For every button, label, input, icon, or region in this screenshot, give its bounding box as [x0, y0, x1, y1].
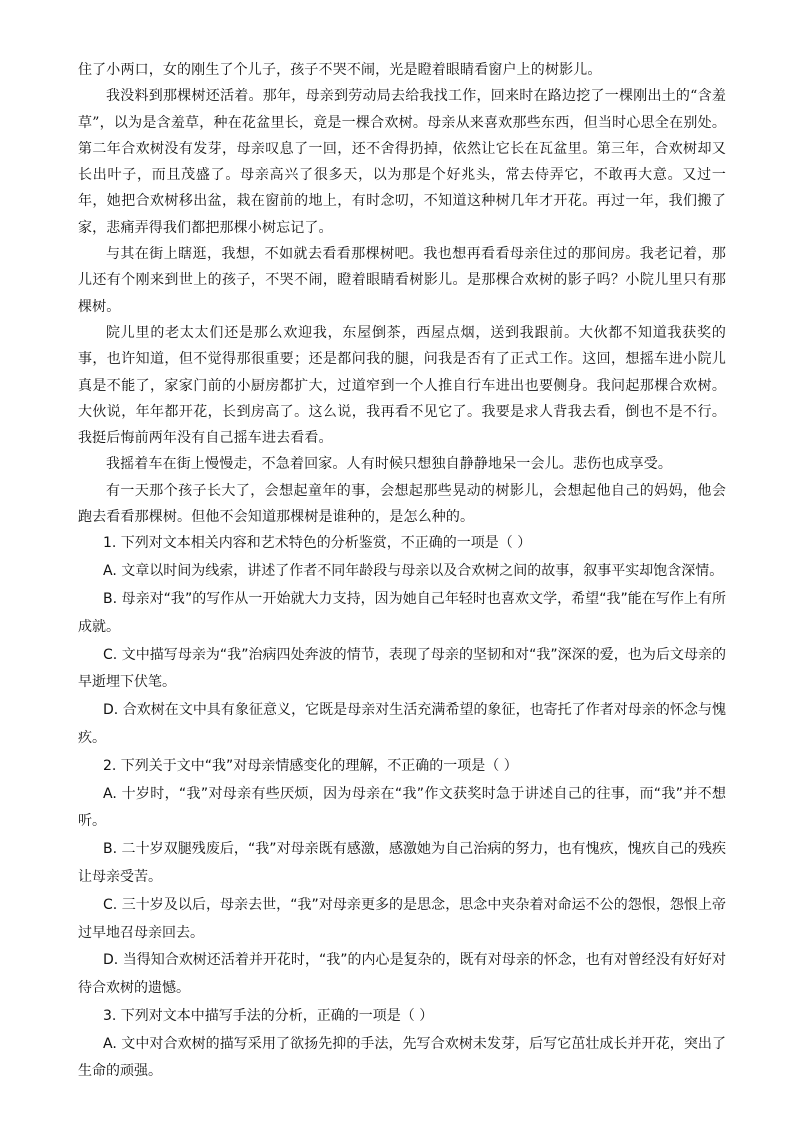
passage-paragraph: 住了小两口，女的刚生了个儿子，孩子不哭不闹，光是瞪着眼睛看窗户上的树影儿。 [78, 62, 602, 78]
document-page [78, 57, 726, 1086]
answer-option: C. 文中描写母亲为“我”治病四处奔波的情节，表现了母亲的坚韧和对“我”深深的爱，也为后文母亲的早逝埋下伏笔。 [78, 646, 726, 691]
answer-option: A. 十岁时，“我”对母亲有些厌烦，因为母亲在“我”作文获奖时急于讲述自己的往事，而“我”并不想听。 [78, 785, 726, 830]
question-section [78, 530, 726, 1086]
passage-paragraph: 我摇着车在街上慢慢走，不急着回家。人有时候只想独自静静地呆一会儿。悲伤也成享受。 [106, 456, 672, 473]
passage-paragraph: 我没料到那棵树还活着。那年，母亲到劳动局去给我找工作，回来时在路边挖了一棵刚出土的“含羞草”，以为是含羞草，种在花盆里长，竟是一棵合欢树。母亲从来喜欢那些东西，但当时心思全在别处。第二年合欢树没有发芽，母亲叹息了一回，还不舍得扔掉，依然让它长在瓦盆里。第三年，合欢树却又长出叶子，而且茂盛了。母亲高兴了很多天，以为那是个好兆头，常去侍弄它，不敢再大意。又过一年，她把合欢树移出盆，栽在窗前的地上，有时念叨，不知道这种树几年才开花。再过一年，我们搬了家，悲痛弄得我们都把那棵小树忘记了。 [78, 88, 726, 236]
question-stem: 1. 下列对文本相关内容和艺术特色的分析鉴赏，不正确的一项是（ ） [103, 535, 532, 552]
answer-option: A. 文中对合欢树的描写采用了欲扬先抑的手法，先写合欢树未发芽，后写它茁壮成长并开花，突出了生命的顽强。 [78, 1035, 726, 1080]
passage-paragraph: 院儿里的老太太们还是那么欢迎我，东屋倒茶，西屋点烟，送到我跟前。大伙都不知道我获奖的事，也许知道，但不觉得那很重要；还是都问我的腿，问我是否有了正式工作。这回，想摇车进小院儿真是不能了，家家门前的小厨房都扩大，过道窄到一个人推自行车进出也要侧身。我问起那棵合欢树。大伙说，年年都开花，长到房高了。这么说，我再看不见它了。我要是求人背我去看，倒也不是不行。我挺后悔前两年没有自己摇车进去看看。 [78, 324, 726, 447]
answer-option: C. 三十岁及以后，母亲去世，“我”对母亲更多的是思念，思念中夹杂着对命运不公的怨恨，怨恨上帝过早地召母亲回去。 [78, 896, 726, 941]
answer-option: D. 当得知合欢树还活着并开花时，“我”的内心是复杂的，既有对母亲的怀念，也有对曾经没有好好对待合欢树的遗憾。 [78, 952, 726, 997]
answer-option: A. 文章以时间为线索，讲述了作者不同年龄段与母亲以及合欢树之间的故事，叙事平实却饱含深情。 [103, 563, 724, 580]
question-stem: 3. 下列对文本中描写手法的分析，正确的一项是（ ） [103, 1007, 434, 1024]
answer-option: D. 合欢树在文中具有象征意义，它既是母亲对生活充满希望的象征，也寄托了作者对母亲的怀念与愧疚。 [78, 702, 726, 746]
answer-option: B. 二十岁双腿残废后，“我”对母亲既有感激，感激她为自己治病的努力，也有愧疚，愧疚自己的残疾让母亲受苦。 [78, 841, 726, 885]
reading-passage [78, 57, 726, 530]
passage-paragraph: 有一天那个孩子长大了，会想起童年的事，会想起那些晃动的树影儿，会想起他自己的妈妈，他会跑去看看那棵树。但他不会知道那棵树是谁种的，是怎么种的。 [78, 482, 726, 526]
passage-paragraph: 与其在街上瞎逛，我想，不如就去看看那棵树吧。我也想再看看母亲住过的那间房。我老记着，那儿还有个刚来到世上的孩子，不哭不闹，瞪着眼睛看树影儿。是那棵合欢树的影子吗？小院儿里只有那棵树。 [78, 246, 726, 315]
answer-option: B. 母亲对“我”的写作从一开始就大力支持，因为她自己年轻时也喜欢文学，希望“我”能在写作上有所成就。 [78, 590, 726, 635]
question-stem: 2. 下列关于文中“我”对母亲情感变化的理解，不正确的一项是（ ） [103, 757, 518, 774]
